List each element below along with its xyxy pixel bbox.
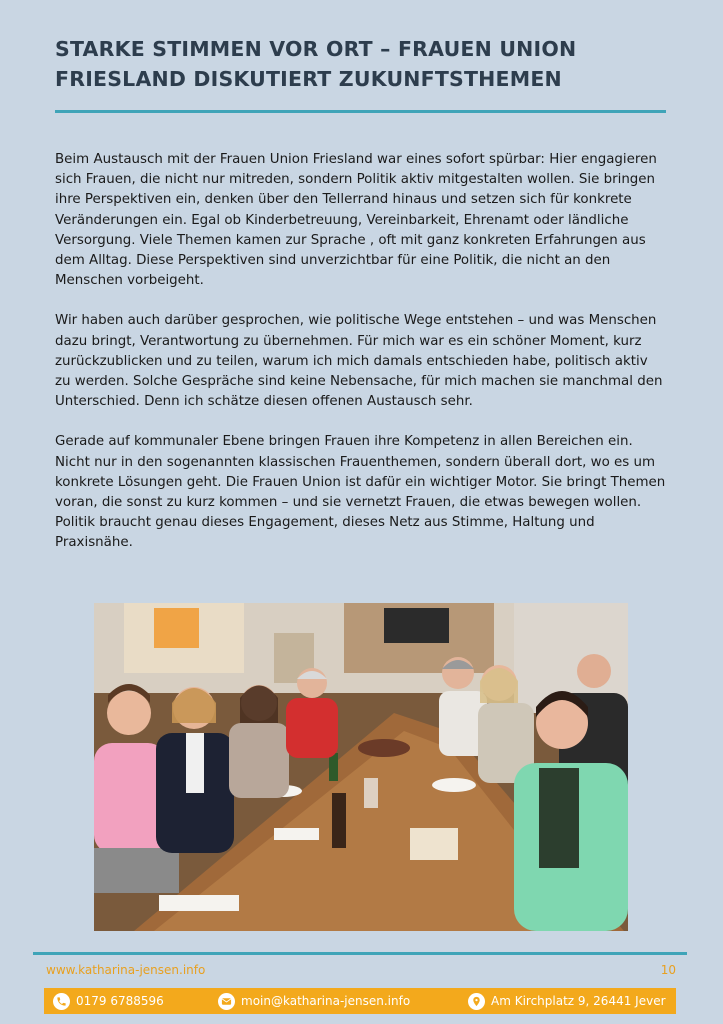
article-body bbox=[55, 150, 667, 574]
footer-divider bbox=[33, 952, 687, 955]
paragraph-1: Beim Austausch mit der Frauen Union Friesland war eines sofort spürbar: Hier engagieren sich Frauen, die nicht nur mitreden, sondern Politik aktiv mitgestalten wollen. Sie bringen ihre Perspektiven ein, denken über den Tellerrand hinaus und setzen sich für konkrete Veränderungen ein. Egal ob Kinderbetreuung, Vereinbarkeit, Ehrenamt oder ländliche Versorgung. Viele Themen kamen zur Sprache , oft mit ganz konkreten Erfahrungen aus dem Alltag. Diese Perspektiven sind unverzichtbar für eine Politik, die nicht an den Menschen vorbeigeht. bbox=[55, 152, 657, 289]
mail-icon bbox=[218, 993, 235, 1010]
paragraph-2: Wir haben auch darüber gesprochen, wie politische Wege entstehen – und was Menschen dazu bringt, Verantwortung zu übernehmen. Für mich war es ein schöner Moment, kurz zurückzublicken und zu teilen, warum ich mich damals entschieden habe, politisch aktiv zu werden. Solche Gespräche sind keine Nebensache, für mich machen sie manchmal den Unterschied. Denn ich schätze diesen offenen Austausch sehr. bbox=[55, 313, 663, 410]
contact-address bbox=[468, 988, 666, 1014]
location-pin-icon bbox=[468, 993, 485, 1010]
address-text: Am Kirchplatz 9, 26441 Jever bbox=[491, 994, 666, 1008]
footer-website-link[interactable]: www.katharina-jensen.info bbox=[46, 963, 206, 977]
page-number: 10 bbox=[660, 963, 676, 977]
email-address: moin@katharina-jensen.info bbox=[241, 994, 411, 1008]
phone-number: 0179 6788596 bbox=[76, 994, 164, 1008]
contact-bar bbox=[44, 988, 676, 1014]
phone-icon bbox=[53, 993, 70, 1010]
contact-email[interactable] bbox=[218, 988, 410, 1014]
title-divider bbox=[55, 110, 666, 113]
page-title: STARKE STIMMEN VOR ORT – FRAUEN UNION FRIESLAND DISKUTIERT ZUKUNFTSTHEMEN bbox=[55, 37, 577, 91]
contact-phone[interactable] bbox=[53, 988, 164, 1014]
paragraph-3: Gerade auf kommunaler Ebene bringen Frauen ihre Kompetenz in allen Bereichen ein. Nicht nur in den sogenannten klassischen Frauenthemen, sondern überall dort, wo es um konkrete Lösungen geht. Die Frauen Union ist dafür ein wichtiger Motor. Sie bringt Themen voran, die sonst zu kurz kommen – und sie vernetzt Frauen, die etwas bewegen wollen. Politik braucht genau dieses Engagement, dieses Netz aus Stimme, Haltung und Praxisnähe. bbox=[55, 434, 666, 551]
group-photo bbox=[94, 603, 628, 931]
